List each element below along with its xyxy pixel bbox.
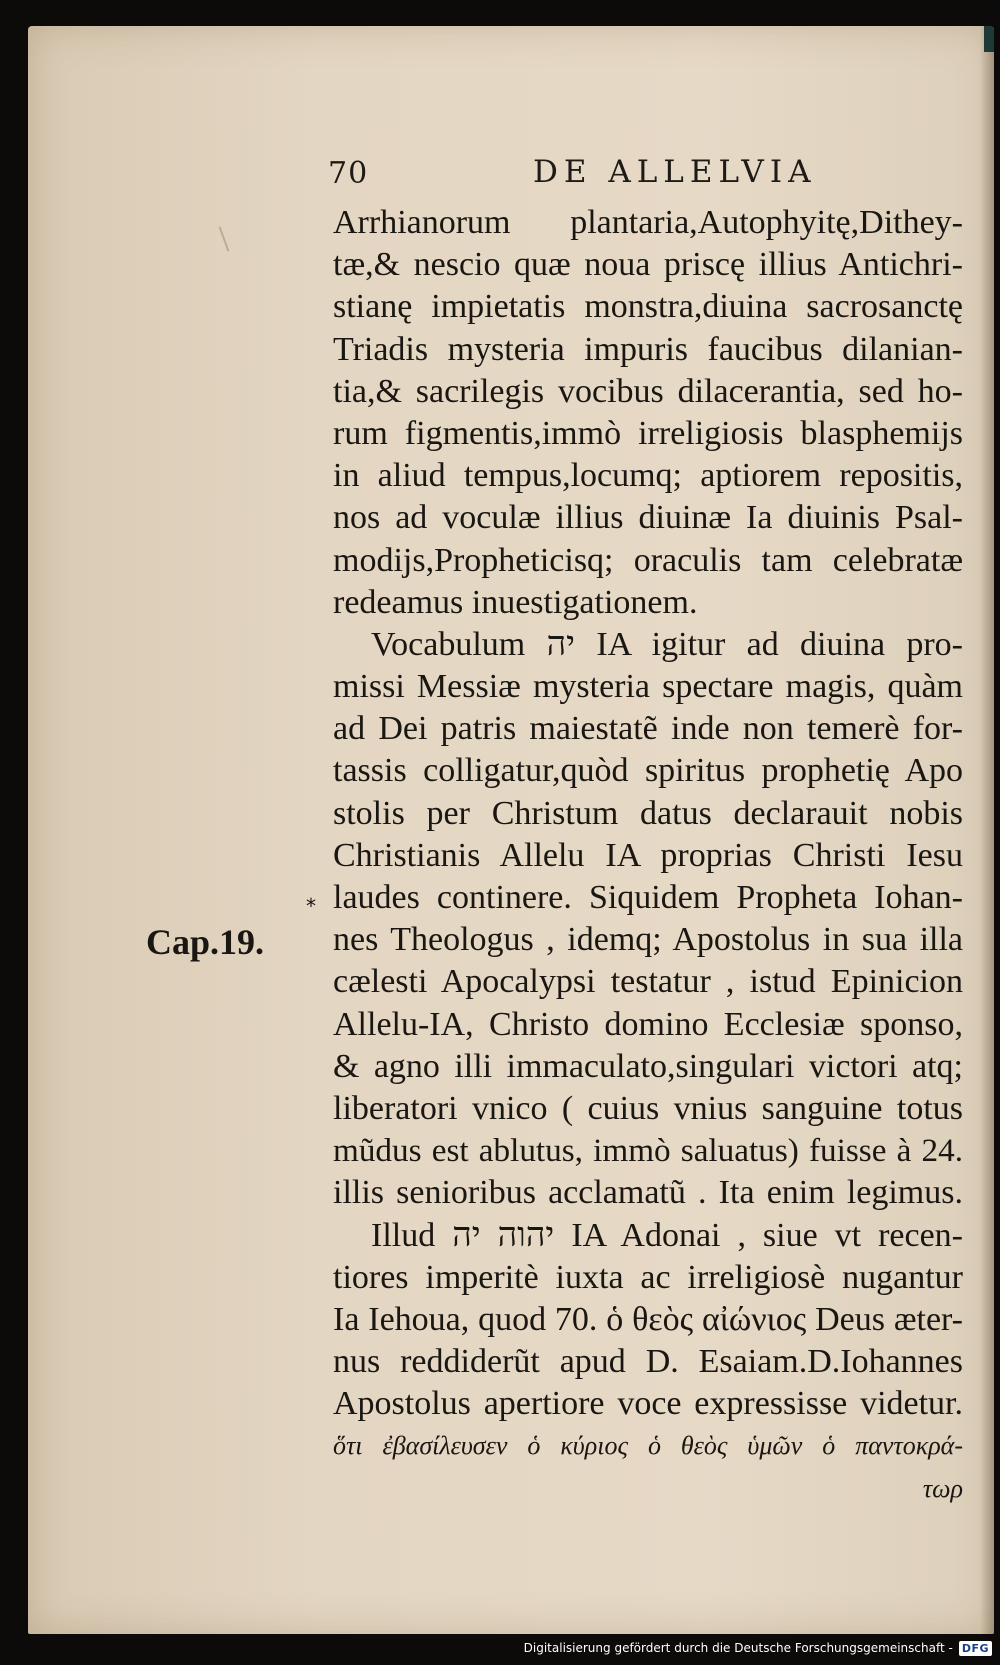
paper-mark: [219, 226, 230, 251]
text-line: Apostolus apertiore voce expressisse videtur.: [333, 1385, 963, 1423]
text-line: nos ad voculæ illius diuinæ Ia diuinis Psal-: [333, 499, 963, 537]
text-line: cælesti Apocalypsi testatur , istud Epinicion: [333, 963, 963, 1001]
text-line: nus reddiderũt apud D. Esaiam.D.Iohannes: [333, 1343, 963, 1381]
greek-quote-catchword: τωρ: [922, 1473, 963, 1503]
text-line: mũdus est ablutus, immò saluatus) fuisse à 24.: [333, 1132, 963, 1170]
text-line: Vocabulum יה IA igitur ad diuina pro-: [371, 625, 963, 663]
text-line: missi Messiæ mysteria spectare magis, quàm: [333, 668, 963, 706]
text-line: Ia Iehoua, quod 70. ὁ θεὸς αἰώνιος Deus æter-: [333, 1300, 963, 1338]
text-line: tia,& sacrilegis vocibus dilacerantia, sed ho-: [333, 372, 963, 410]
text-line: laudes continere. Siquidem Propheta Iohan-: [333, 879, 963, 916]
dfg-logo: DFG: [959, 1641, 992, 1656]
text-line: Allelu-IA, Christo domino Ecclesiæ sponso,: [333, 1005, 963, 1043]
book-page: [28, 26, 994, 1634]
digitization-credit: [524, 1637, 992, 1659]
text-line: tæ,& nescio quæ noua priscę illius Antichri-: [333, 246, 963, 284]
text-line: rum figmentis,immò irreligiosis blasphemijs: [333, 414, 963, 452]
text-line: tiores imperitè iuxta ac irreligiosè nugantur: [333, 1258, 963, 1296]
text-line: redeamus inuestigationem.: [333, 583, 698, 621]
greek-quote-line: ὅτι ἐβασίλευσεν ὁ κύριος ὁ θεὸς ὑμῶν ὁ παντοκρά-: [333, 1431, 963, 1461]
page-header: [328, 154, 828, 200]
text-line: illis senioribus acclamatũ . Ita enim legimus.: [333, 1174, 963, 1212]
page-edge-shadow: [980, 26, 994, 1634]
body-text: [333, 202, 963, 1510]
footnote-marker: *: [306, 894, 316, 918]
page-number: 70: [328, 156, 369, 191]
text-line: liberatori vnico ( cuius vnius sanguine totus: [333, 1089, 963, 1127]
text-line: & agno illi immaculato,singulari victori atq;: [333, 1047, 963, 1085]
text-line: Christianis Allelu IA proprias Christi Iesu: [333, 836, 963, 874]
credit-text: Digitalisierung gefördert durch die Deutsche Forschungsgemeinschaft -: [523, 1641, 953, 1655]
text-line: Illud יהוה יה IA Adonai , siue vt recen-: [371, 1216, 963, 1254]
text-line: stianę impietatis monstra,diuina sacrosanctę: [333, 288, 963, 326]
binding-cloth: [984, 26, 994, 52]
text-line: tassis colligatur,quòd spiritus prophetię Apo: [333, 752, 963, 790]
text-line: nes Theologus , idemq; Apostolus in sua illa: [333, 921, 963, 959]
text-line: stolis per Christum datus declarauit nobis: [333, 794, 963, 832]
text-line: Arrhianorum plantaria,Autophyitę,Dithey-: [333, 204, 963, 241]
text-line: in aliud tempus,locumq; aptiorem repositis,: [333, 457, 963, 495]
marginal-note: Cap.19.: [146, 922, 265, 962]
text-line: modijs,Propheticisq; oraculis tam celebratæ: [333, 541, 963, 579]
running-head: DE ALLELVIA: [533, 154, 817, 190]
text-line: Triadis mysteria impuris faucibus dilanian-: [333, 330, 963, 368]
text-line: ad Dei patris maiestatẽ inde non temerè for-: [333, 710, 963, 748]
